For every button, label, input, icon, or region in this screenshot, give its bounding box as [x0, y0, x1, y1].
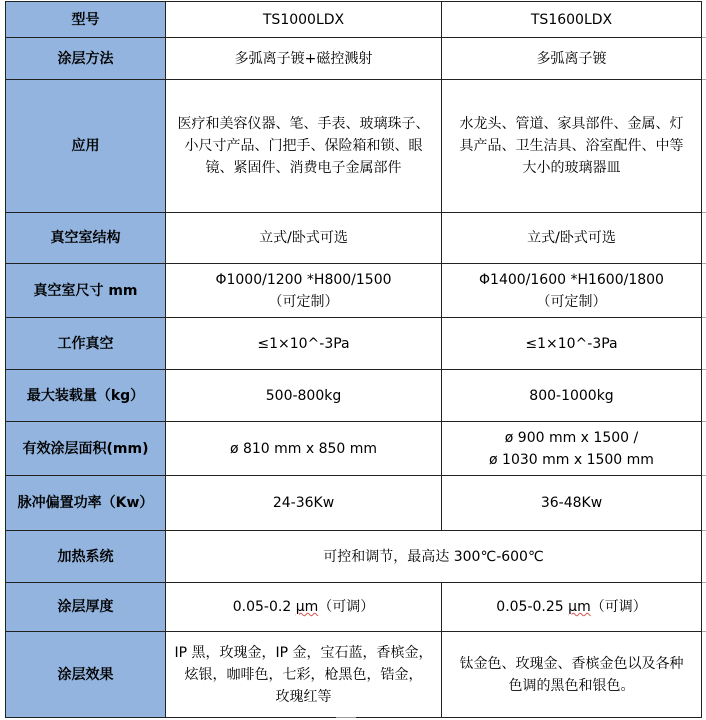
row-label: 涂层厚度	[6, 583, 166, 632]
row-label: 涂层效果	[6, 632, 166, 718]
table-cell: ø 810 mm x 850 mm	[166, 422, 442, 476]
row-label: 工作真空	[6, 318, 166, 370]
cell-line: Φ1000/1200 *H800/1500	[215, 271, 392, 288]
cell-line: 具产品、卫生洁具、浴室配件、中等	[459, 138, 684, 154]
table-row	[6, 422, 702, 476]
cell-line: 医疗和美容仪器、笔、手表、玻璃珠子、	[177, 116, 430, 132]
row-end-mark	[702, 263, 706, 264]
table-cell: 24-36Kw	[166, 476, 442, 531]
unit-text: μm	[568, 599, 591, 615]
cell-line: ø 1030 mm x 1500 mm	[489, 451, 654, 468]
table-row	[6, 264, 702, 318]
row-label: 脉冲偏置功率（Kw）	[6, 476, 166, 531]
cell-line: （可定制）	[536, 293, 607, 310]
cell-text: （可调）	[318, 599, 375, 615]
table-row	[6, 531, 702, 583]
table-row	[6, 476, 702, 531]
table-cell: 500-800kg	[166, 370, 442, 422]
table-cell	[166, 583, 442, 632]
cell-text: 0.05-0.25	[496, 599, 569, 615]
table-cell: 36-48Kw	[442, 476, 702, 531]
row-end-mark	[702, 79, 706, 80]
model-name: TS1000LDX	[166, 2, 442, 38]
model-name: TS1600LDX	[442, 2, 702, 38]
cell-line: 玫瑰红等	[275, 688, 332, 705]
table-row	[6, 632, 702, 718]
row-end-mark	[702, 317, 706, 318]
row-end-mark	[702, 37, 706, 38]
cell-line: （可定制）	[268, 293, 339, 310]
table-row	[6, 318, 702, 370]
row-end-mark	[702, 369, 706, 370]
row-label: 涂层方法	[6, 38, 166, 80]
table-cell	[442, 632, 702, 718]
row-label: 型号	[6, 2, 166, 38]
unit-text: μm	[295, 599, 319, 615]
row-label: 加热系统	[6, 531, 166, 583]
table-cell: 多弧离子镀	[442, 38, 702, 80]
cell-line: 色调的黑色和银色。	[508, 677, 635, 694]
cell-line: 水龙头、管道、家具部件、金属、灯	[459, 116, 684, 132]
cell-line: 镜、紧固件、消费电子金属部件	[205, 160, 402, 176]
row-end-mark	[702, 530, 706, 531]
cell-text: （可调）	[590, 599, 647, 615]
table-cell: 立式/卧式可选	[442, 213, 702, 264]
table-cell: ≤1×10^-3Pa	[166, 318, 442, 370]
row-label: 应用	[6, 80, 166, 213]
table-cell	[442, 422, 702, 476]
table-cell	[442, 80, 702, 213]
row-label: 有效涂层面积(mm)	[6, 422, 166, 476]
cell-line: 炫银，咖啡色，七彩，枪黑色，锆金，	[184, 666, 423, 683]
cell-line: 大小的玻璃器皿	[522, 160, 621, 176]
row-label: 最大装载量（kg）	[6, 370, 166, 422]
merged-cell: 可控和调节，最高达 300℃-600℃	[166, 531, 702, 583]
table-cell	[166, 632, 442, 718]
cell-line: IP 黑，玫瑰金，IP 金，宝石蓝，香槟金，	[174, 644, 433, 661]
table-cell: 立式/卧式可选	[166, 213, 442, 264]
cell-line: Φ1400/1600 *H1600/1800	[479, 271, 664, 288]
table-row	[6, 2, 702, 38]
cell-line: 小尺寸产品、门把手、保险箱和锁、眼	[184, 138, 423, 154]
table-cell	[166, 264, 442, 318]
cell-text: 0.05-0.2	[232, 599, 296, 615]
table-row	[6, 213, 702, 264]
row-end-mark	[702, 475, 706, 476]
row-label: 真空室结构	[6, 213, 166, 264]
table-row	[6, 38, 702, 80]
table-row	[6, 370, 702, 422]
table-row	[6, 583, 702, 632]
table-cell: 多弧离子镀+磁控溅射	[166, 38, 442, 80]
cell-line: ø 900 mm x 1500 /	[504, 429, 639, 446]
row-end-mark	[702, 631, 706, 632]
table-cell: 800-1000kg	[442, 370, 702, 422]
table-cell	[442, 583, 702, 632]
table-cell	[166, 80, 442, 213]
spec-table	[5, 1, 702, 718]
table-row	[6, 80, 702, 213]
row-end-mark	[702, 212, 706, 213]
table-cell	[442, 264, 702, 318]
row-label: 真空室尺寸 mm	[6, 264, 166, 318]
row-end-mark	[702, 421, 706, 422]
row-end-mark	[702, 582, 706, 583]
table-cell: ≤1×10^-3Pa	[442, 318, 702, 370]
cell-line: 钛金色、玫瑰金、香槟金色以及各种	[459, 655, 684, 672]
